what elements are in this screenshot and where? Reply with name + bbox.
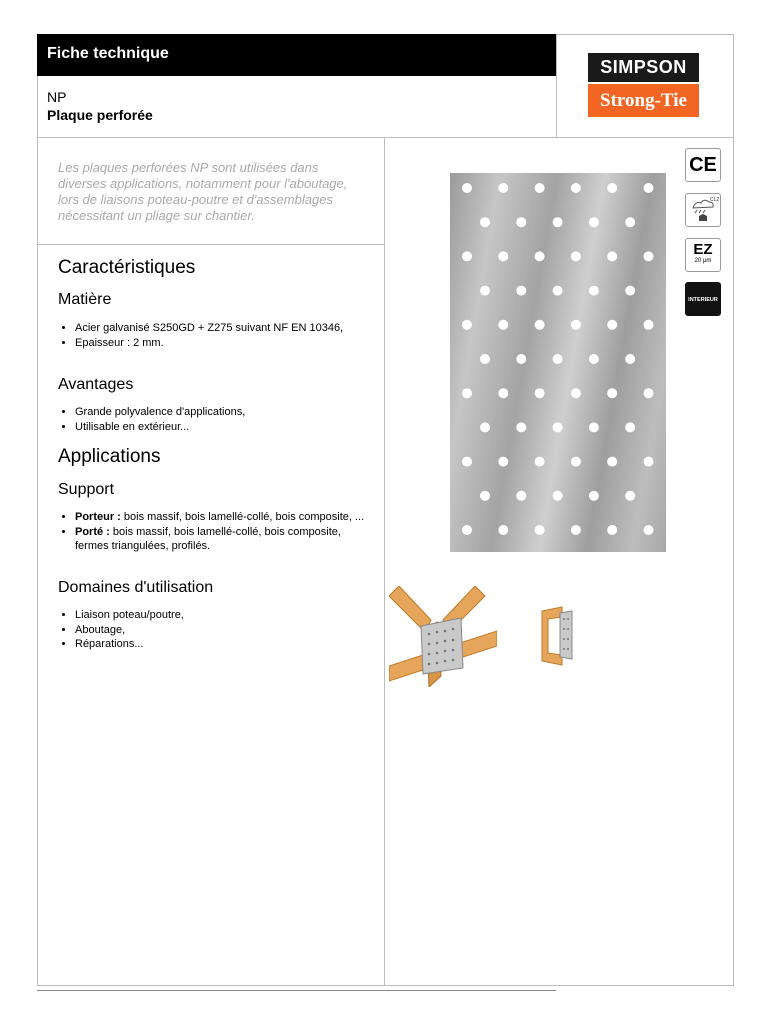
plate-hole (607, 320, 617, 330)
section-title-applications: Applications (58, 446, 161, 467)
plate-hole (498, 457, 508, 467)
plate-hole (589, 354, 599, 364)
plate-hole (498, 251, 508, 261)
divider (37, 990, 556, 991)
plate-hole (571, 525, 581, 535)
plate-hole (462, 183, 472, 193)
plate-hole (607, 183, 617, 193)
list-item-label: Porteur : (75, 511, 121, 523)
plate-hole (625, 491, 635, 501)
plate-hole (553, 422, 563, 432)
plate-hole (535, 457, 545, 467)
plate-hole (480, 422, 490, 432)
plate-hole (644, 320, 654, 330)
subsection-title-matiere: Matière (58, 291, 112, 308)
list-item: • Utilisable en extérieur... (75, 420, 365, 435)
matiere-list (58, 321, 365, 350)
plate-hole (644, 457, 654, 467)
plate-hole (553, 354, 563, 364)
list-item: • Grande polyvalence d'applications, (75, 405, 365, 420)
perforated-plate-image (450, 173, 666, 552)
plate-hole (571, 388, 581, 398)
plate-hole (480, 491, 490, 501)
plate-hole (607, 251, 617, 261)
list-item: • Réparations... (75, 637, 365, 652)
plate-hole (571, 457, 581, 467)
post-beam-connection-illustration (389, 586, 497, 687)
plate-hole (644, 251, 654, 261)
list-item-label: Porté : (75, 525, 110, 538)
plate-hole (553, 286, 563, 296)
plate-hole (644, 388, 654, 398)
plate-hole (462, 320, 472, 330)
plate-hole (535, 183, 545, 193)
intro-text: Les plaques perforées NP sont utilisées dans diverses applications, notamment pour l'aboutage, lors de liaisons poteau-poutre et d'assemblages nécessitant un pliage sur chantier. (58, 160, 348, 223)
ez-sublabel: 20 µm (694, 258, 712, 264)
support-list (58, 510, 365, 554)
subsection-title-domaines: Domaines d'utilisation (58, 579, 214, 596)
splice-illustration (540, 605, 582, 667)
plate-hole (589, 217, 599, 227)
divider (37, 244, 384, 245)
divider (556, 34, 557, 137)
ce-mark-icon: CE (685, 148, 721, 182)
domaines-list (58, 608, 365, 652)
plate-hole (498, 320, 508, 330)
plate-hole (571, 251, 581, 261)
list-item: • Acier galvanisé S250GD + Z275 suivant NF EN 10346, (75, 321, 365, 336)
logo-strongtie: Strong-Tie (588, 84, 699, 117)
product-code: NP (47, 89, 67, 105)
plate-hole (607, 457, 617, 467)
plate-hole (571, 320, 581, 330)
list-item: • Liaison poteau/poutre, (75, 608, 365, 623)
plate-hole (516, 286, 526, 296)
product-name: Plaque perforée (47, 107, 153, 123)
plate-hole (607, 525, 617, 535)
plate-hole (480, 354, 490, 364)
divider (384, 137, 385, 986)
section-title-caracteristiques: Caractéristiques (58, 257, 196, 278)
corrosion-class-icon (685, 193, 721, 227)
plate-hole (589, 286, 599, 296)
plate-hole (535, 525, 545, 535)
plate-hole (535, 388, 545, 398)
interior-use-icon: INTERIEUR (685, 282, 721, 316)
plate-hole (535, 251, 545, 261)
plate-hole (498, 388, 508, 398)
plate-hole (571, 183, 581, 193)
plate-hole (625, 354, 635, 364)
plate-hole (625, 286, 635, 296)
subsection-title-avantages: Avantages (58, 376, 134, 393)
plate-hole (516, 217, 526, 227)
ez-coating-icon (685, 238, 721, 272)
ez-label: EZ (693, 241, 713, 258)
plate-hole (462, 457, 472, 467)
plate-hole (607, 388, 617, 398)
list-item-text: bois massif, bois lamellé-collé, bois composite, ... (120, 511, 365, 523)
logo-simpson: SIMPSON (588, 53, 699, 82)
header-bar (37, 34, 556, 76)
plate-hole (589, 491, 599, 501)
plate-hole (462, 525, 472, 535)
avantages-list (58, 405, 365, 434)
plate-holes (450, 173, 666, 552)
plate-hole (644, 525, 654, 535)
plate-hole (480, 217, 490, 227)
header-title: Fiche technique (47, 45, 169, 62)
plate-hole (498, 525, 508, 535)
list-item: • Aboutage, (75, 623, 365, 638)
plate-hole (462, 388, 472, 398)
plate-hole (625, 422, 635, 432)
plate-hole (553, 217, 563, 227)
plate-hole (535, 320, 545, 330)
plate-hole (516, 354, 526, 364)
plate-hole (589, 422, 599, 432)
plate-hole (644, 183, 654, 193)
plate-hole (480, 286, 490, 296)
subsection-title-support: Support (58, 481, 115, 498)
list-item (75, 525, 365, 554)
plate-hole (625, 217, 635, 227)
plate-hole (462, 251, 472, 261)
list-item: • Epaisseur : 2 mm. (75, 336, 365, 351)
plate-hole (516, 422, 526, 432)
plate-hole (498, 183, 508, 193)
divider (37, 137, 734, 138)
plate-hole (553, 491, 563, 501)
corrosion-class-label: CL2 (710, 197, 720, 203)
plate-hole (516, 491, 526, 501)
list-item-text: bois massif, bois lamellé-collé, bois composite, fermes triangulées, profilés. (75, 525, 341, 552)
list-item (75, 510, 365, 525)
